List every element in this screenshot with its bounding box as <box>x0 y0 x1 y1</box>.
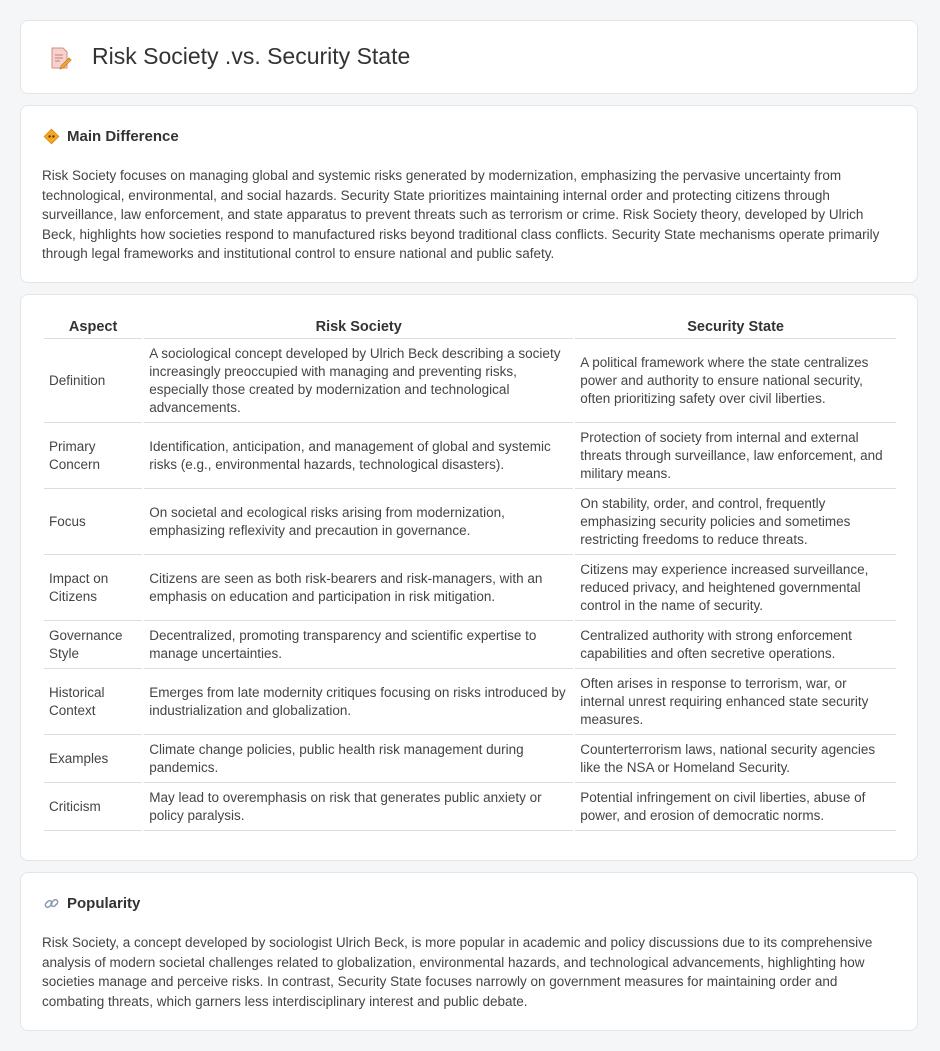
security-state-cell: Potential infringement on civil liberties, abuse of power, and erosion of democratic norms. <box>575 783 896 831</box>
security-state-cell: Protection of society from internal and external threats through surveillance, law enforcement, and military means. <box>575 423 896 489</box>
security-state-cell: A political framework where the state centralizes power and authority to ensure national security, often prioritizing safety over civil liberties. <box>575 339 896 423</box>
table-header-row <box>44 315 896 339</box>
aspect-cell: Governance Style <box>44 621 142 669</box>
table-row <box>44 489 896 555</box>
risk-society-cell: Climate change policies, public health risk management during pandemics. <box>144 735 573 783</box>
header-risk-society: Risk Society <box>144 315 573 339</box>
aspect-cell: Focus <box>44 489 142 555</box>
page-title: Risk Society .vs. Security State <box>92 43 411 69</box>
main-difference-text: Risk Society focuses on managing global and systemic risks generated by modernization, emphasizing the pervasive uncertainty from technological, environmental, and social hazards. Security State prioritizes maintaining internal order and protecting citizens through surveillance, law enforcement, and state apparatus to prevent threats such as terrorism or crime. Risk Society theory, developed by Ulrich Beck, highlights how societies respond to manufactured risks beyond traditional class conflicts. Security State mechanisms operate primarily through legal frameworks and institutional control to ensure national and public safety. <box>42 168 880 262</box>
table-row <box>44 423 896 489</box>
table-row <box>44 735 896 783</box>
main-difference-section <box>20 105 918 283</box>
title-card <box>20 20 918 94</box>
aspect-cell: Historical Context <box>44 669 142 735</box>
aspect-cell: Examples <box>44 735 142 783</box>
popularity-heading: Popularity <box>67 895 141 912</box>
table-row <box>44 669 896 735</box>
document-pencil-icon <box>48 46 72 70</box>
aspect-cell: Criticism <box>44 783 142 831</box>
security-state-cell: Often arises in response to terrorism, war, or internal unrest requiring enhanced state security measures. <box>575 669 896 735</box>
risk-society-cell: Emerges from late modernity critiques focusing on risks introduced by industrialization and globalization. <box>144 669 573 735</box>
link-icon <box>43 895 60 912</box>
header-security-state: Security State <box>575 315 896 339</box>
risk-society-cell: Decentralized, promoting transparency and scientific expertise to manage uncertainties. <box>144 621 573 669</box>
popularity-section <box>20 872 918 1031</box>
diamond-sign-icon <box>43 128 60 145</box>
table-row <box>44 339 896 423</box>
risk-society-cell: Identification, anticipation, and management of global and systemic risks (e.g., environmental hazards, technological disasters). <box>144 423 573 489</box>
main-difference-heading: Main Difference <box>67 128 179 145</box>
security-state-cell: Citizens may experience increased surveillance, reduced privacy, and heightened governmental control in the name of security. <box>575 555 896 621</box>
comparison-section <box>20 294 918 861</box>
risk-society-cell: A sociological concept developed by Ulrich Beck describing a society increasingly preoccupied with managing and preventing risks, especially those created by modernization and technological advancements. <box>144 339 573 423</box>
table-row <box>44 783 896 831</box>
security-state-cell: Centralized authority with strong enforcement capabilities and often secretive operations. <box>575 621 896 669</box>
table-row <box>44 621 896 669</box>
popularity-text: Risk Society, a concept developed by sociologist Ulrich Beck, is more popular in academic and policy discussions due to its comprehensive analysis of modern societal challenges related to globalization, environmental hazards, and technological advancements, highlighting how societies manage and perceive risks. In contrast, Security State focuses narrowly on government measures for maintaining order and combating threats, which garners less interdisciplinary interest and public debate. <box>42 935 873 1009</box>
aspect-cell: Primary Concern <box>44 423 142 489</box>
comparison-table <box>42 315 898 831</box>
security-state-cell: On stability, order, and control, frequently emphasizing security policies and sometimes restricting freedoms to reduce threats. <box>575 489 896 555</box>
risk-society-cell: Citizens are seen as both risk-bearers and risk-managers, with an emphasis on education and participation in risk mitigation. <box>144 555 573 621</box>
aspect-cell: Definition <box>44 339 142 423</box>
table-row <box>44 555 896 621</box>
aspect-cell: Impact on Citizens <box>44 555 142 621</box>
header-aspect: Aspect <box>44 315 142 339</box>
risk-society-cell: May lead to overemphasis on risk that generates public anxiety or policy paralysis. <box>144 783 573 831</box>
security-state-cell: Counterterrorism laws, national security agencies like the NSA or Homeland Security. <box>575 735 896 783</box>
risk-society-cell: On societal and ecological risks arising from modernization, emphasizing reflexivity and precaution in governance. <box>144 489 573 555</box>
